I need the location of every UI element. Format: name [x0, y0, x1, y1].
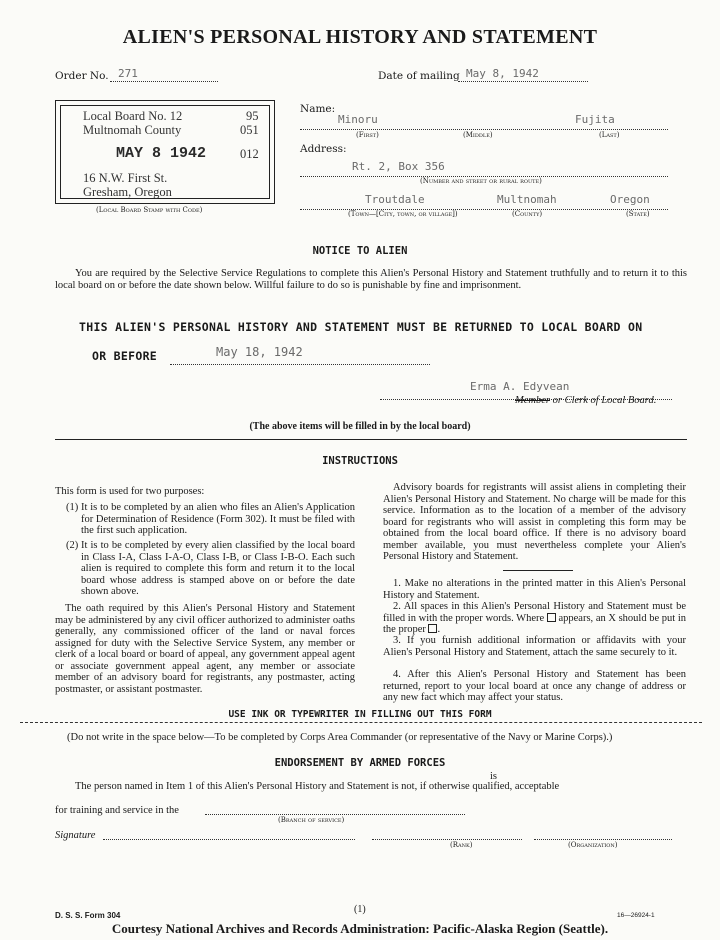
- rule-1: 1. Make no alterations in the printed matter in this Alien's Personal History and Statement.: [383, 578, 686, 601]
- cap-street: (Number and street or rural route): [420, 177, 542, 185]
- branch-field[interactable]: [205, 806, 465, 815]
- stamp-street: 16 N.W. First St.: [83, 171, 168, 185]
- item1-num: (1): [66, 502, 79, 513]
- local-board-note: (The above items will be filled in by the local board): [249, 421, 471, 432]
- order-label: Order No.: [55, 70, 109, 82]
- cap-state: (State): [626, 210, 650, 218]
- notice-heading: NOTICE TO ALIEN: [312, 245, 408, 257]
- order-field: [110, 67, 218, 82]
- form-title: ALIEN'S PERSONAL HISTORY AND STATEMENT: [122, 26, 598, 48]
- address-town: Troutdale: [365, 193, 425, 206]
- rule-4: 4. After this Alien's Personal History and Statement has been returned, report to your local board at once any change of address or any new fact which may affect your status.: [383, 669, 686, 703]
- stamp-code-3: 012: [240, 147, 259, 161]
- oath-text: The oath required by this Alien's Personal History and Statement may be administered by any civil officer authorized to administer oaths generally, any commissioned officer of the land or naval forces assigned for duty with the Selective Service System, any member or clerk of a local board or board of appeal, any government appeal agent or associate government appeal agent, any member or associate member of an advisory board for registrants, any postmaster, acting postmaster, or assistant postmaster.: [55, 603, 355, 695]
- signature-label: Signature: [55, 830, 96, 841]
- stamp-board: Local Board No. 12: [83, 109, 183, 123]
- is-word: is: [490, 771, 498, 782]
- endorsement-line-b: for training and service in the: [55, 805, 179, 816]
- item2-text: It is to be completed by every alien classified by the local board in Class I-A, Class I-A-O, Class I-B, or Class I-B-O. Each such alien is required to complete this form and return it to the local board whose address is stamped above on or before the date shown above.: [81, 540, 355, 597]
- print-code: 16—26924-1: [617, 912, 655, 919]
- stamp-county: Multnomah County: [83, 123, 182, 137]
- item1-text: It is to be completed by an alien who files an Alien's Application for Determination of Residence (Form 302). It must be filed with the first such application.: [81, 502, 355, 536]
- signature-field[interactable]: [103, 831, 355, 840]
- cap-rank: (Rank): [450, 841, 473, 849]
- name-last: Fujita: [575, 113, 615, 126]
- return-line: THIS ALIEN'S PERSONAL HISTORY AND STATEMENT MUST BE RETURNED TO LOCAL BOARD ON: [79, 320, 643, 334]
- use-ink-notice: USE INK OR TYPEWRITER IN FILLING OUT THIS FORM: [228, 709, 492, 720]
- form-number: D. S. S. Form 304: [55, 911, 121, 920]
- short-rule: [503, 570, 573, 571]
- clerk-name: Erma A. Edyvean: [470, 380, 570, 393]
- return-date: May 18, 1942: [216, 345, 303, 359]
- cap-town: (Town—[City, town, or village]): [348, 210, 458, 218]
- courtesy-line: Courtesy National Archives and Records Administration: Pacific-Alaska Region (Seattle).: [111, 921, 609, 936]
- instructions-intro: This form is used for two purposes:: [55, 486, 205, 497]
- cap-branch: (Branch of service): [278, 816, 345, 824]
- instructions-heading: INSTRUCTIONS: [322, 455, 398, 467]
- rank-field[interactable]: [372, 831, 522, 840]
- checkbox-sample-1: [547, 613, 556, 622]
- order-value: 271: [118, 67, 138, 80]
- endorsement-heading: ENDORSEMENT BY ARMED FORCES: [274, 757, 446, 769]
- advisory-text: Advisory boards for registrants will assist aliens in completing their Alien's Personal History and Statement. No charge will be made for this service. Information as to the location of a member of the advisory board for registrants who will assist in completing this form may be obtained from the local board office. If there is no advisory board member available, you must nevertheless complete your Alien's Personal History and Statement.: [383, 482, 686, 562]
- organization-field[interactable]: [534, 831, 672, 840]
- local-board-stamp: [55, 100, 275, 204]
- name-first: Minoru: [338, 113, 378, 126]
- name-label: Name:: [300, 103, 336, 115]
- stamp-code-2: 051: [240, 123, 259, 137]
- mailing-label: Date of mailing: [378, 70, 460, 82]
- divider-1: [55, 439, 687, 440]
- address-label: Address:: [300, 143, 347, 155]
- do-not-write: (Do not write in the space below—To be completed by Corps Area Commander (or representative of the Navy or Marine Corps).): [67, 732, 613, 743]
- or-before-label: OR BEFORE: [92, 349, 158, 363]
- checkbox-sample-2: [428, 624, 437, 633]
- mailing-value: May 8, 1942: [466, 67, 539, 80]
- rule-2: 2. All spaces in this Alien's Personal History and Statement must be filled in with the proper words. Where appears, an X should be put in the proper .: [383, 601, 687, 635]
- address-state: Oregon: [610, 193, 650, 206]
- stamp-city: Gresham, Oregon: [83, 185, 172, 199]
- page-number: (1): [354, 904, 366, 915]
- cap-first: (First): [356, 131, 379, 139]
- notice-text: You are required by the Selective Service Regulations to complete this Alien's Personal History and Statement truthfully and to return it to this local board on or before the date shown below. Willful failure to do so is punishable by fine and imprisonment.: [55, 268, 687, 291]
- stamp-code-1: 95: [246, 109, 259, 123]
- cap-organization: (Organization): [568, 841, 618, 849]
- mailing-field: [458, 67, 588, 82]
- address-county: Multnomah: [497, 193, 557, 206]
- cap-county: (County): [512, 210, 543, 218]
- clerk-title: Member or Clerk of Local Board.: [515, 395, 657, 406]
- address-street: Rt. 2, Box 356: [352, 160, 445, 173]
- rule-3: 3. If you furnish additional information or affidavits with your Alien's Personal History and Statement, attach the same securely to it.: [383, 635, 686, 658]
- cap-last: (Last): [599, 131, 620, 139]
- stamp-caption: (Local Board Stamp with Code): [96, 206, 203, 214]
- divider-dashed: [20, 722, 702, 723]
- stamp-date: MAY 8 1942: [116, 145, 207, 162]
- endorsement-line-a: The person named in Item 1 of this Alien's Personal History and Statement is not, if otherwise qualified, acceptable: [75, 781, 560, 792]
- cap-middle: (Middle): [463, 131, 493, 139]
- item2-num: (2): [66, 540, 79, 551]
